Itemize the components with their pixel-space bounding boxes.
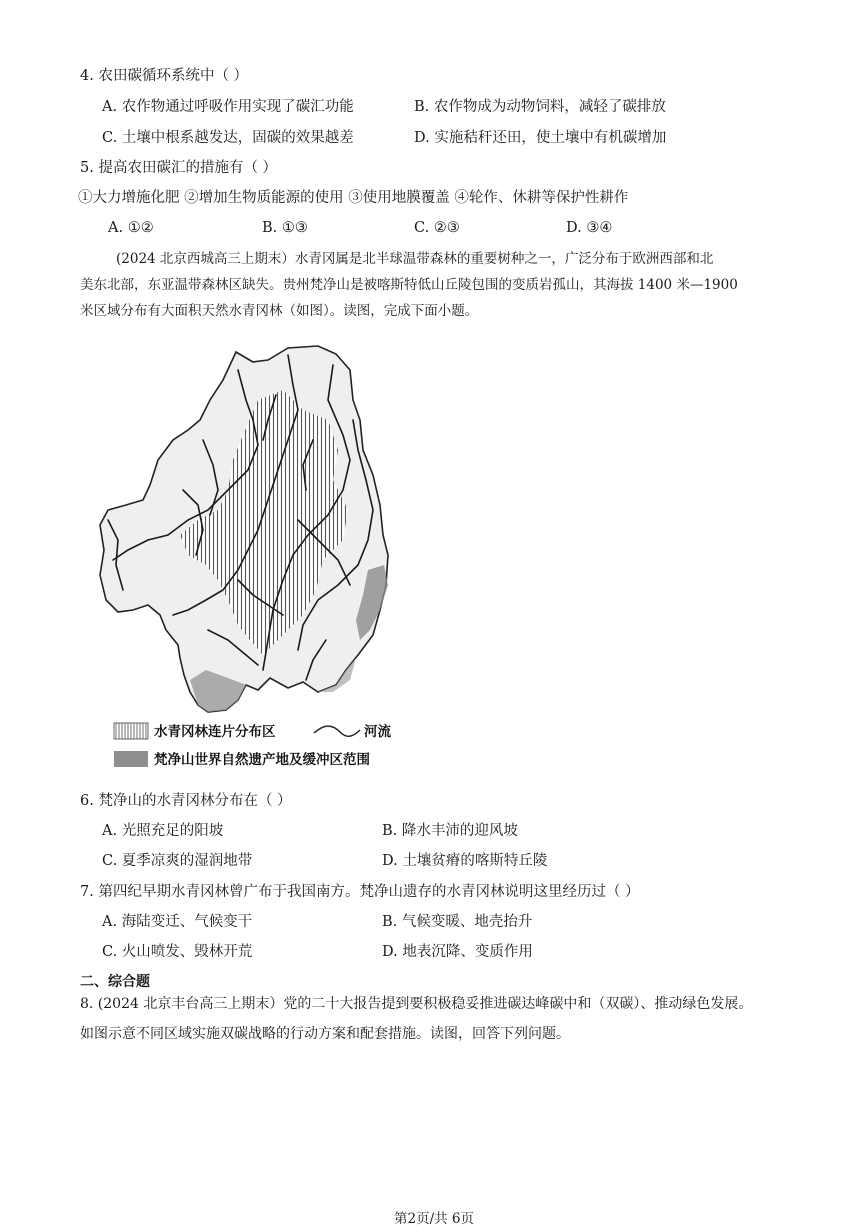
q5-measures: ①大力增施化肥 ②增加生物质能源的使用 ③使用地膜覆盖 ④轮作、休耕等保护性耕作 [78,190,629,206]
q4-option-d: D. 实施秸秆还田，使土壤中有机碳增加 [414,130,667,146]
legend-river-label: 河流 [364,724,391,740]
legend-forest-swatch [114,723,148,739]
intro-line-1: (2024 北京西城高三上期末）水青冈属是北半球温带森林的重要树种之一，广泛分布于欧洲西部和北 [116,251,714,267]
intro-line-2: 美东北部，东亚温带森林区缺失。贵州梵净山是被喀斯特低山丘陵包围的变质岩孤山，其海拔 1400 米—1900 [80,277,738,293]
section-title: 二、综合题 [80,974,150,990]
q5-option-b: B. ①③ [262,220,308,236]
map-figure [88,340,408,780]
q6-option-b: B. 降水丰沛的迎风坡 [382,823,518,839]
q6-option-a: A. 光照充足的阳坡 [102,823,224,839]
q6-option-c: C. 夏季凉爽的湿润地带 [102,853,253,869]
q8-line-1: 8. (2024 北京丰台高三上期末）党的二十大报告提到要积极稳妥推进碳达峰碳中和（双碳）、推动绿色发展。 [80,996,753,1012]
q7-option-d: D. 地表沉降、变质作用 [382,944,533,960]
q5-option-d: D. ③④ [566,220,613,236]
q5-option-a: A. ①② [108,220,154,236]
q7-option-c: C. 火山喷发、毁林开荒 [102,944,253,960]
q8-line-2: 如图示意不同区域实施双碳战略的行动方案和配套措施。读图，回答下列问题。 [80,1026,570,1042]
q6-stem: 6. 梵净山的水青冈林分布在（ ） [80,793,292,809]
q4-stem: 4. 农田碳循环系统中（ ） [80,68,249,84]
q6-option-d: D. 土壤贫瘠的喀斯特丘陵 [382,853,548,869]
q4-option-a: A. 农作物通过呼吸作用实现了碳汇功能 [102,99,354,115]
legend-forest-label: 水青冈林连片分布区 [154,724,276,740]
map-legend [114,723,391,768]
q5-option-c: C. ②③ [414,220,460,236]
q4-option-b: B. 农作物成为动物饲料，减轻了碳排放 [414,99,666,115]
page-footer: 第2页/共 6页 [393,1211,475,1227]
q4-option-c: C. 土壤中根系越发达，固碳的效果越差 [102,130,354,146]
legend-river-swatch [314,726,360,736]
q7-option-b: B. 气候变暖、地壳抬升 [382,914,533,930]
legend-heritage-swatch [114,751,148,767]
intro-line-3: 米区域分布有大面积天然水青冈林（如图）。读图，完成下面小题。 [80,303,479,319]
legend-heritage-label: 梵净山世界自然遗产地及缓冲区范围 [154,752,370,768]
q5-stem: 5. 提高农田碳汇的措施有（ ） [80,160,278,176]
intro-passage [80,246,792,324]
q7-option-a: A. 海陆变迁、气候变干 [102,914,253,930]
fanjingshan-map [88,340,408,780]
q7-stem: 7. 第四纪早期水青冈林曾广布于我国南方。梵净山遗存的水青冈林说明这里经历过（ ） [80,884,640,900]
